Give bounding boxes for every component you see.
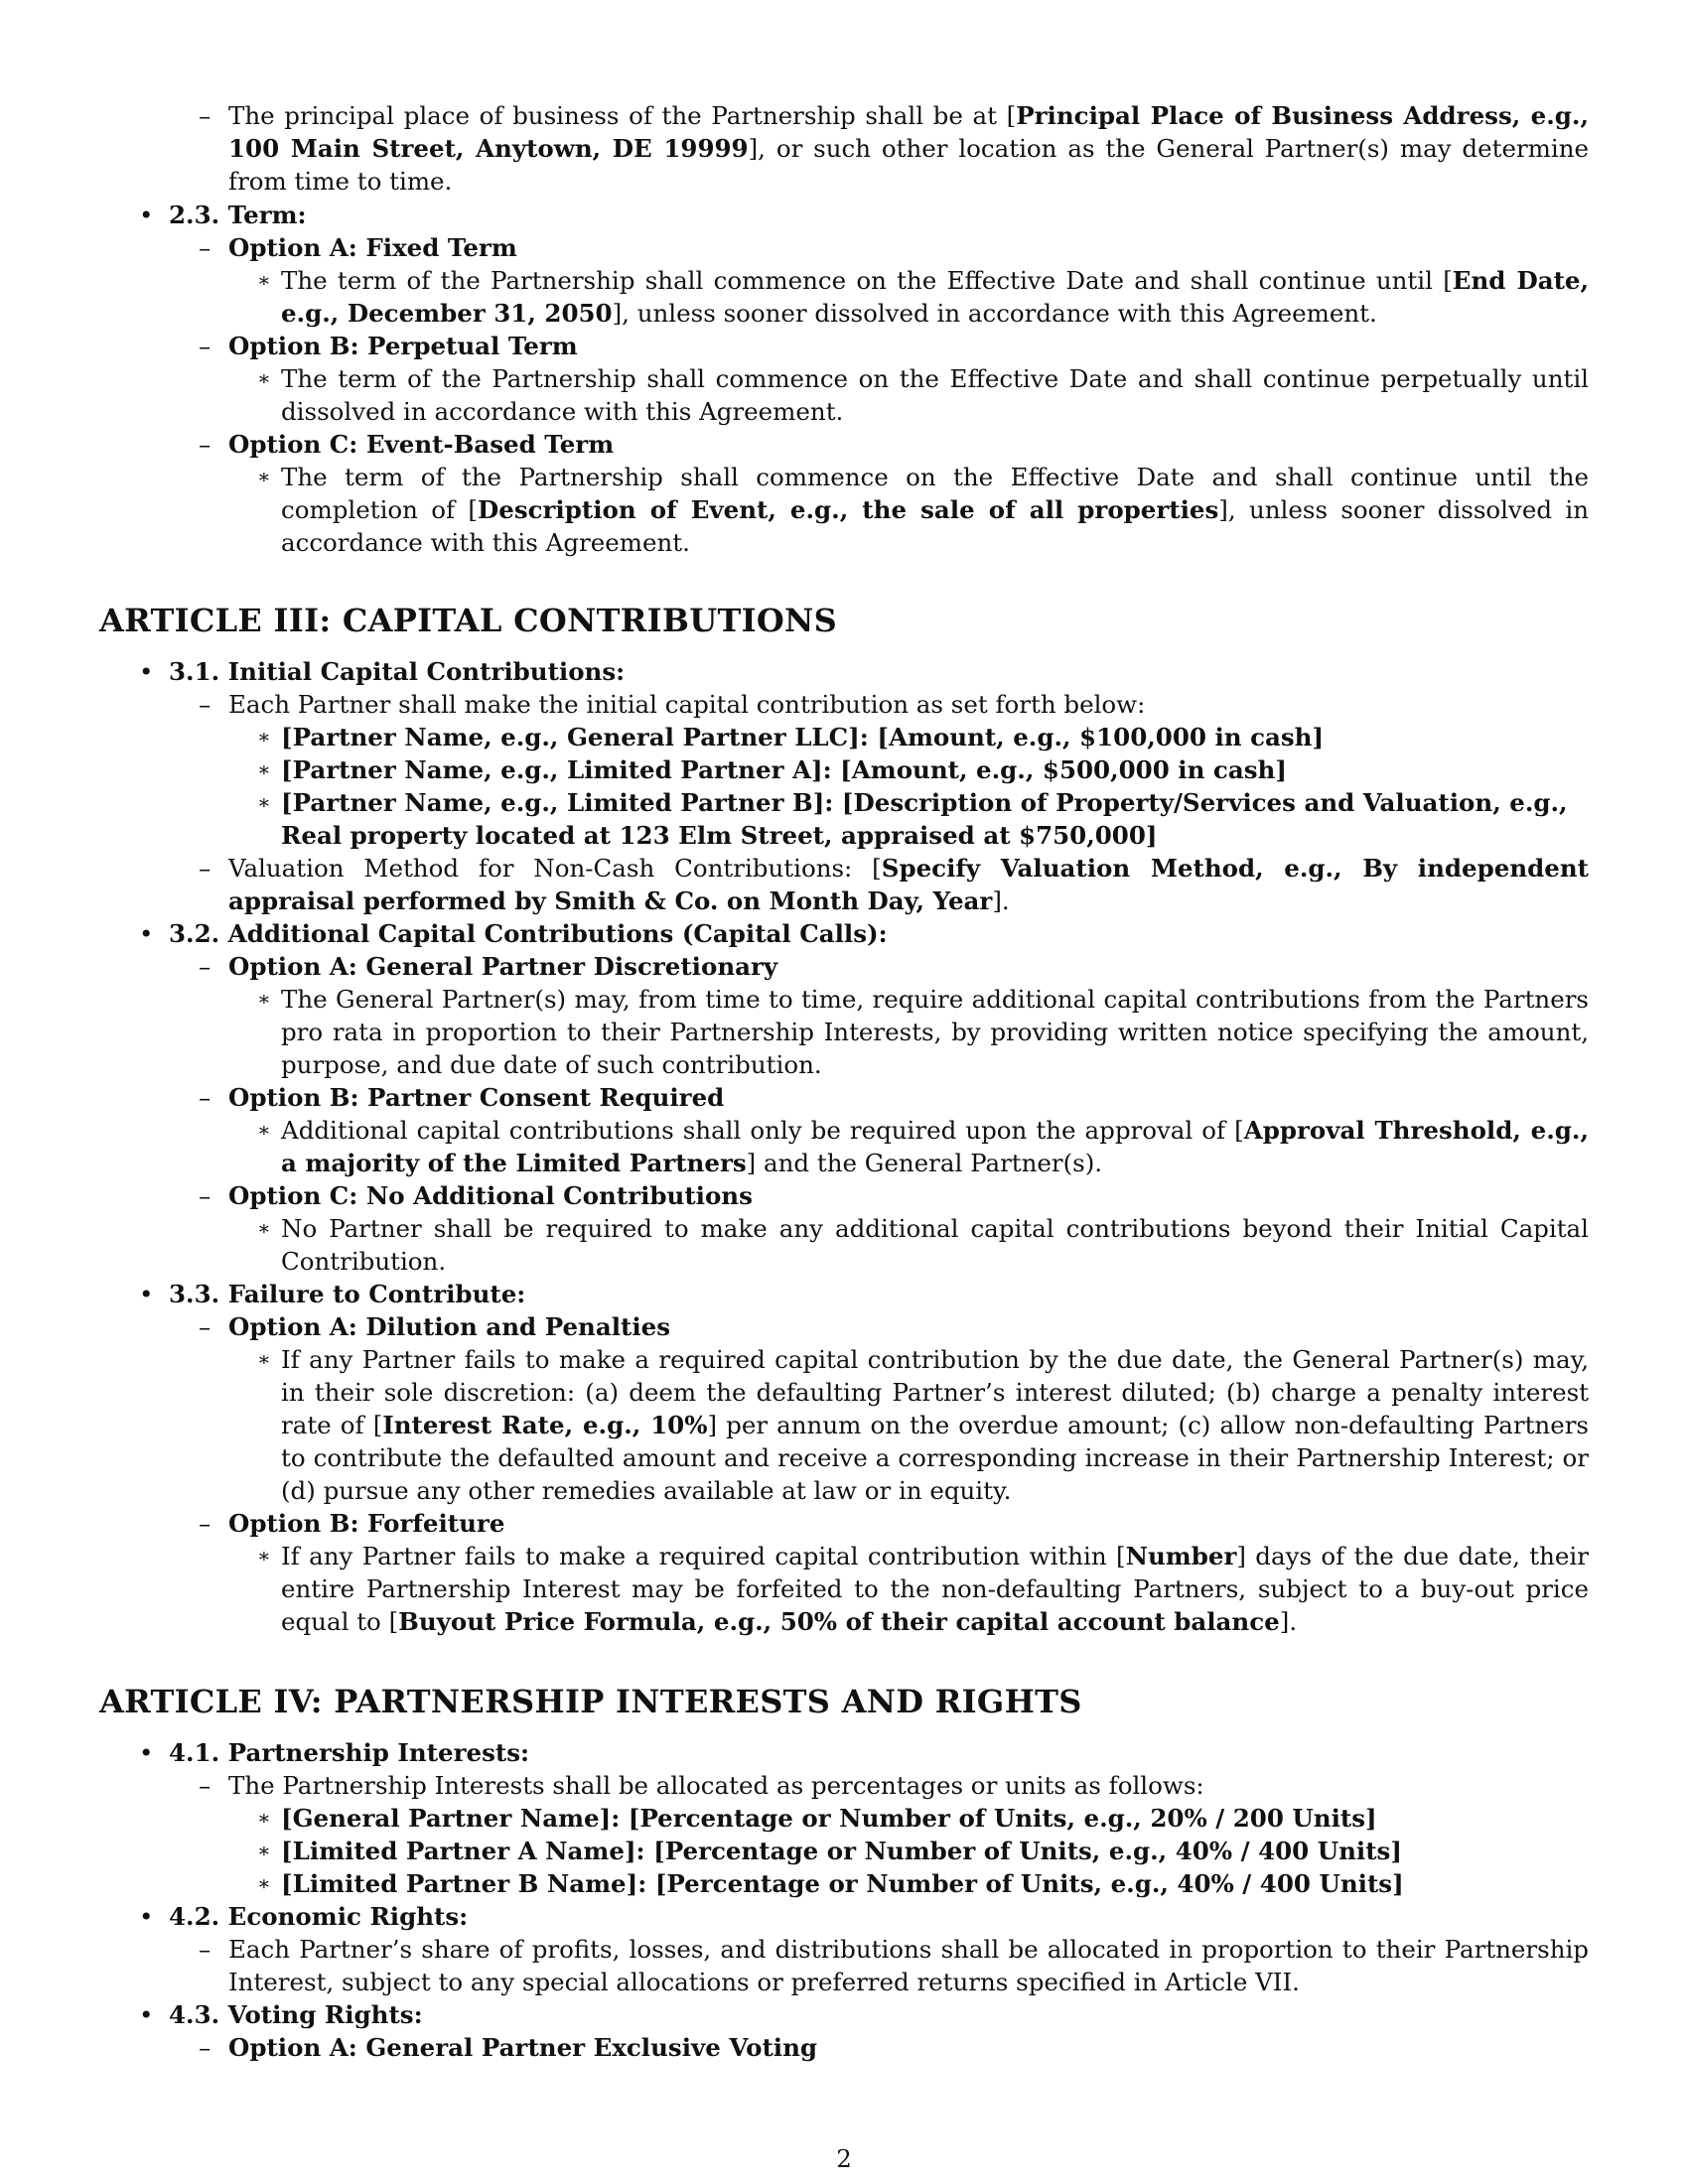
- dash-marker: –: [199, 1312, 211, 1341]
- bullet-marker: •: [139, 657, 154, 686]
- section-heading-4-3: • 4.3. Voting Rights:: [139, 2000, 423, 2029]
- dash-marker: –: [199, 101, 211, 130]
- dash-marker: –: [199, 1509, 211, 1538]
- dash-marker: –: [199, 332, 211, 360]
- article-3-heading: ARTICLE III: CAPITAL CONTRIBUTIONS: [99, 602, 837, 639]
- contribution-item: ∗ [Partner Name, e.g., Limited Partner A]: [Amount, e.g., $500,000 in cash]: [257, 755, 1287, 784]
- star-marker: ∗: [257, 1118, 271, 1142]
- option-heading-partner-consent: – Option B: Partner Consent Required: [199, 1083, 725, 1112]
- section-heading-4-1: • 4.1. Partnership Interests:: [139, 1738, 530, 1767]
- star-marker: ∗: [257, 1347, 271, 1371]
- star-marker: ∗: [257, 1871, 271, 1895]
- dash-marker: –: [199, 2033, 211, 2062]
- option-heading-forfeiture: – Option B: Forfeiture: [199, 1509, 505, 1538]
- dash-marker: –: [199, 430, 211, 459]
- bullet-marker: •: [139, 919, 154, 948]
- no-additional-paragraph: ∗ No Partner shall be required to make any additional capital contributions beyond their Initial Capital Contribution.: [257, 1214, 1589, 1276]
- fixed-term-paragraph: ∗ The term of the Partnership shall commence on the Effective Date and shall continue until [End Date, e.g., December 31, 2050], unless sooner dissolved in accordance with this Agreement.: [257, 266, 1590, 328]
- interest-item: ∗ [Limited Partner B Name]: [Percentage or Number of Units, e.g., 40% / 400 Units]: [257, 1869, 1404, 1898]
- event-based-term-paragraph: ∗ The term of the Partnership shall commence on the Effective Date and shall continue until the completion of [Description of Event, e.g., the sale of all properties], unless sooner dissolved in accordance with this Agreement.: [257, 463, 1589, 557]
- forfeiture-paragraph: ∗ If any Partner fails to make a required capital contribution within [Number] days of the due date, their entire Partnership Interest may be forfeited to the non-defaulting Partners, subject to a buy-out price equal to [Buyout Price Formula, e.g., 50% of their capital account balance].: [257, 1542, 1589, 1636]
- dash-marker: –: [199, 1771, 211, 1800]
- star-marker: ∗: [257, 1806, 271, 1830]
- perpetual-term-paragraph: ∗ The term of the Partnership shall commence on the Effective Date and shall continue perpetually until dissolved in accordance with this Agreement.: [257, 364, 1589, 426]
- section-heading-3-3: • 3.3. Failure to Contribute:: [139, 1280, 526, 1308]
- dash-marker: –: [199, 854, 211, 883]
- dash-marker: –: [199, 233, 211, 262]
- star-marker: ∗: [257, 725, 271, 749]
- star-marker: ∗: [257, 1544, 271, 1568]
- option-heading-dilution: – Option A: Dilution and Penalties: [199, 1312, 671, 1341]
- star-marker: ∗: [257, 987, 271, 1011]
- partner-consent-paragraph: ∗ Additional capital contributions shall only be required upon the approval of [Approval Threshold, e.g., a majority of the Limited Partners] and the General Partner(s).: [257, 1116, 1589, 1177]
- valuation-method-paragraph: – Valuation Method for Non-Cash Contributions: [Specify Valuation Method, e.g., By independent appraisal performed by Smith & Co. on Month Day, Year].: [199, 854, 1589, 915]
- option-heading-perpetual-term: – Option B: Perpetual Term: [199, 332, 578, 360]
- section-heading-2-3: • 2.3. Term:: [139, 201, 307, 229]
- option-heading-event-based-term: – Option C: Event-Based Term: [199, 430, 615, 459]
- page-number: 2: [836, 2144, 852, 2173]
- principal-place-paragraph: – The principal place of business of the Partnership shall be at [Principal Place of Business Address, e.g., 100 Main Street, Anytown, DE 19999], or such other location as the General Partner(s) may determine from time to time.: [199, 101, 1590, 196]
- star-marker: ∗: [257, 790, 271, 814]
- star-marker: ∗: [257, 1839, 271, 1862]
- option-heading-gp-exclusive-voting: – Option A: General Partner Exclusive Voting: [199, 2033, 818, 2062]
- dash-marker: –: [199, 1083, 211, 1112]
- bullet-marker: •: [139, 1738, 154, 1767]
- star-marker: ∗: [257, 268, 271, 292]
- economic-rights-paragraph: – Each Partner’s share of profits, losses, and distributions shall be allocated in proportion to their Partnership Interest, subject to any special allocations or preferred returns specified in Article VII.: [199, 1935, 1589, 1996]
- option-heading-no-additional: – Option C: No Additional Contributions: [199, 1181, 753, 1210]
- star-marker: ∗: [257, 465, 271, 488]
- initial-contributions-intro: – Each Partner shall make the initial capital contribution as set forth below:: [199, 690, 1146, 719]
- bullet-marker: •: [139, 1902, 154, 1931]
- dash-marker: –: [199, 952, 211, 981]
- option-heading-gp-discretionary: – Option A: General Partner Discretionary: [199, 952, 778, 981]
- gp-discretionary-paragraph: ∗ The General Partner(s) may, from time to time, require additional capital contributions from the Partners pro rata in proportion to their Partnership Interests, by providing written notice specifying the amount, purpose, and due date of such contribution.: [257, 985, 1589, 1079]
- section-heading-4-2: • 4.2. Economic Rights:: [139, 1902, 469, 1931]
- interest-item: ∗ [General Partner Name]: [Percentage or Number of Units, e.g., 20% / 200 Units]: [257, 1804, 1377, 1833]
- interest-item: ∗ [Limited Partner A Name]: [Percentage or Number of Units, e.g., 40% / 400 Units]: [257, 1837, 1402, 1865]
- star-marker: ∗: [257, 1216, 271, 1240]
- star-marker: ∗: [257, 366, 271, 390]
- contribution-item: ∗ [Partner Name, e.g., Limited Partner B]: [Description of Property/Services and Valuation, e.g., Real property located at 123 Elm Street, appraised at $750,000]: [257, 788, 1568, 850]
- dash-marker: –: [199, 690, 211, 719]
- bullet-marker: •: [139, 2000, 154, 2029]
- section-heading-3-1: • 3.1. Initial Capital Contributions:: [139, 657, 626, 686]
- star-marker: ∗: [257, 757, 271, 781]
- dilution-paragraph: ∗ If any Partner fails to make a required capital contribution by the due date, the General Partner(s) may, in their sole discretion: (a) deem the defaulting Partner’s interest diluted; (b) charge a penalty interest rate of [Interest Rate, e.g., 10%] per annum on the overdue amount; (c) allow non-defaulting Partners to contribute the defaulted amount and receive a corresponding increase in their Partnership Interest; or (d) pursue any other remedies available at law or in equity.: [257, 1345, 1589, 1505]
- partnership-interests-intro: – The Partnership Interests shall be allocated as percentages or units as follows:: [199, 1771, 1204, 1800]
- bullet-marker: •: [139, 1280, 154, 1308]
- dash-marker: –: [199, 1181, 211, 1210]
- contribution-item: ∗ [Partner Name, e.g., General Partner LLC]: [Amount, e.g., $100,000 in cash]: [257, 723, 1325, 751]
- article-4-heading: ARTICLE IV: PARTNERSHIP INTERESTS AND RIGHTS: [99, 1683, 1082, 1720]
- dash-marker: –: [199, 1935, 211, 1964]
- section-heading-3-2: • 3.2. Additional Capital Contributions (Capital Calls):: [139, 919, 888, 948]
- bullet-marker: •: [139, 201, 154, 229]
- option-heading-fixed-term: – Option A: Fixed Term: [199, 233, 517, 262]
